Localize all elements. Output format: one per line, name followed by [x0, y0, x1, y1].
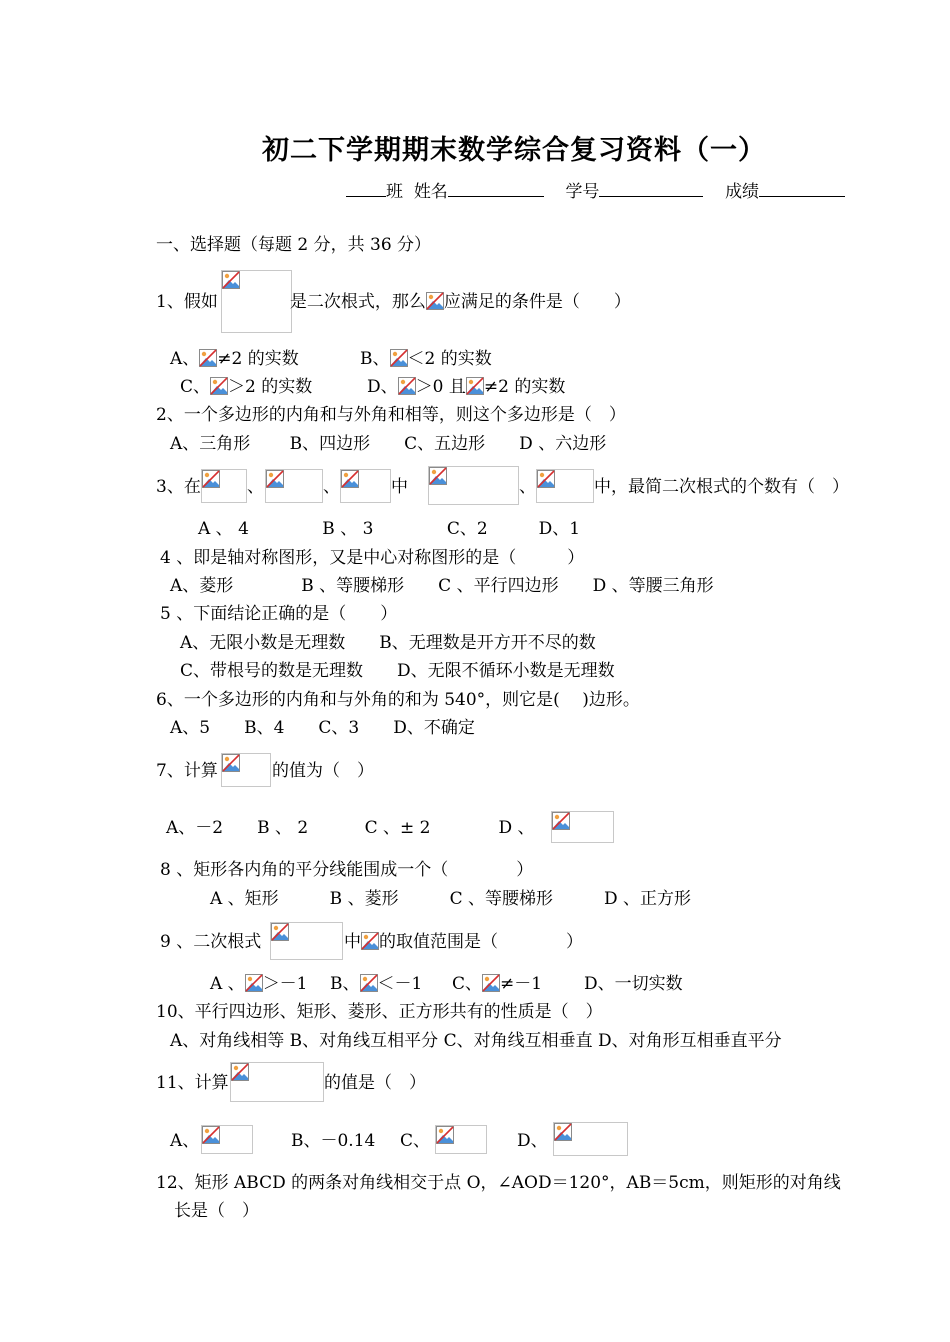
q11-option-a-label: A、 — [170, 1131, 200, 1151]
q7-suffix: 的值为（ ） — [272, 761, 374, 781]
broken-image-icon — [426, 292, 444, 310]
broken-image-icon — [360, 974, 378, 992]
option-label: C、 — [180, 377, 211, 397]
broken-image-icon — [436, 1126, 454, 1144]
option-text: ≠2 的实数 — [217, 349, 299, 369]
formula-image — [201, 469, 247, 503]
broken-image-icon — [202, 1126, 220, 1144]
student-info-line — [346, 180, 845, 203]
broken-image-icon — [554, 1123, 572, 1141]
q5-options-row1: A、无限小数是无理数 B、无理数是开方开不尽的数 — [180, 633, 596, 653]
q10-options: A、对角线相等 B、对角线互相平分 C、对角线互相垂直 D、对角形互相垂直平分 — [170, 1031, 782, 1051]
id-blank[interactable] — [599, 180, 703, 197]
q3-separator: 、 — [323, 477, 340, 497]
q9-text — [344, 931, 583, 953]
q5-options-row2: C、带根号的数是无理数 D、无限不循环小数是无理数 — [180, 661, 615, 681]
broken-image-icon — [341, 470, 359, 488]
q3-suffix: 中，最简二次根式的个数有（ ） — [594, 477, 849, 497]
broken-image-icon — [466, 377, 484, 395]
q3-separator: 、 — [519, 477, 536, 497]
section-heading: 一、选择题（每题 2 分，共 36 分） — [156, 235, 432, 255]
q1-option-b — [360, 348, 492, 370]
broken-image-icon — [222, 754, 240, 772]
class-label: 班 — [386, 182, 403, 202]
q11-option-d-label: D、 — [517, 1131, 548, 1151]
formula-image — [553, 1122, 628, 1156]
option-label: A 、 — [210, 974, 245, 994]
question-12-line2: 长是（ ） — [174, 1201, 259, 1221]
option-text: ＜－1 — [377, 974, 423, 994]
broken-image-icon — [552, 812, 570, 830]
class-blank[interactable] — [346, 180, 386, 197]
option-label: B、 — [330, 974, 360, 994]
formula-image — [201, 1125, 253, 1154]
option-label: B、 — [360, 349, 390, 369]
id-label: 学号 — [565, 182, 600, 202]
q9-prefix: 9 、二次根式 — [160, 932, 262, 952]
q3-prefix: 3、在 — [156, 477, 201, 497]
score-blank[interactable] — [759, 180, 845, 197]
formula-image — [435, 1125, 487, 1154]
q1-options-row1 — [170, 348, 299, 370]
page-title: 初二下学期期末数学综合复习资料（一） — [262, 135, 766, 166]
q1-option-c — [180, 376, 312, 398]
broken-image-icon — [482, 974, 500, 992]
option-text: ＜2 的实数 — [407, 349, 492, 369]
q9-option-a — [210, 973, 308, 995]
option-text: ＞2 的实数 — [228, 377, 313, 397]
q6-options: A、5 B、4 C、3 D、不确定 — [170, 718, 475, 738]
option-text: ≠2 的实数 — [483, 377, 566, 397]
formula-image — [428, 466, 519, 505]
broken-image-icon — [202, 470, 220, 488]
question-6: 6、一个多边形的内角和与外角的和为 540°，则它是( )边形。 — [156, 690, 640, 710]
q7-prefix: 7、计算 — [156, 761, 218, 781]
q8-options: A 、矩形 B 、菱形 C 、等腰梯形 D 、正方形 — [210, 889, 692, 909]
formula-image — [221, 753, 271, 787]
option-text: ＞－1 — [262, 974, 308, 994]
question-5: 5 、下面结论正确的是（ ） — [160, 604, 398, 624]
question-8: 8 、矩形各内角的平分线能围成一个（ ） — [160, 860, 534, 880]
formula-image — [230, 1062, 324, 1102]
formula-image — [270, 922, 343, 960]
name-label: 姓名 — [413, 182, 448, 202]
broken-image-icon — [245, 974, 263, 992]
broken-image-icon — [271, 923, 289, 941]
option-label: D、 — [367, 377, 398, 397]
option-label: C、 — [452, 974, 483, 994]
broken-image-icon — [231, 1063, 249, 1081]
q9-mid: 中 — [344, 932, 361, 952]
option-text: ＞0 且 — [415, 377, 466, 397]
q9-suffix: 的取值范围是（ ） — [379, 932, 583, 952]
q7-options: A、－2 B 、 2 C 、± 2 D 、 — [166, 818, 535, 838]
broken-image-icon — [361, 932, 379, 950]
question-4: 4 、即是轴对称图形，又是中心对称图形的是（ ） — [160, 548, 585, 568]
broken-image-icon — [398, 377, 416, 395]
broken-image-icon — [390, 349, 408, 367]
q11-option-c-label: C、 — [400, 1131, 431, 1151]
formula-image — [536, 469, 594, 503]
formula-image — [551, 811, 614, 843]
q9-option-d: D、一切实数 — [584, 974, 683, 994]
q3-separator: 、 — [247, 477, 264, 497]
q11-prefix: 11、计算 — [156, 1073, 229, 1093]
broken-image-icon — [266, 470, 284, 488]
q1-text: 1、假如 — [156, 292, 218, 312]
question-12-line1: 12、矩形 ABCD 的两条对角线相交于点 O，∠AOD＝120°，AB＝5cm，则矩形的对角线 — [156, 1173, 841, 1193]
q9-option-b — [330, 973, 422, 995]
question-2: 2、一个多边形的内角和与外角和相等，则这个多边形是（ ） — [156, 405, 626, 425]
broken-image-icon — [537, 470, 555, 488]
q4-options: A、菱形 B 、等腰梯形 C 、平行四边形 D 、等腰三角形 — [170, 576, 714, 596]
option-text: ≠－1 — [500, 974, 543, 994]
formula-image — [340, 469, 391, 503]
question-1 — [156, 291, 631, 313]
q1-text: 是二次根式，那么 — [289, 292, 426, 312]
question-10: 10、平行四边形、矩形、菱形、正方形共有的性质是（ ） — [156, 1002, 603, 1022]
name-blank[interactable] — [448, 180, 544, 197]
q1-option-d — [367, 376, 565, 398]
broken-image-icon — [429, 467, 447, 485]
q2-options: A、三角形 B、四边形 C、五边形 D 、六边形 — [170, 434, 607, 454]
q3-options: A 、 4 B 、 3 C、2 D、1 — [198, 519, 581, 539]
formula-image — [265, 469, 323, 503]
broken-image-icon — [199, 349, 217, 367]
q11-option-b: B、－0.14 — [291, 1131, 376, 1151]
broken-image-icon — [222, 271, 240, 289]
q9-option-c — [452, 973, 542, 995]
q3-mid: 中 — [391, 477, 408, 497]
q11-suffix: 的值是（ ） — [324, 1073, 426, 1093]
q1-text: 应满足的条件是（ ） — [443, 292, 631, 312]
score-label: 成绩 — [725, 182, 760, 202]
option-label: A、 — [170, 349, 200, 369]
broken-image-icon — [210, 377, 228, 395]
